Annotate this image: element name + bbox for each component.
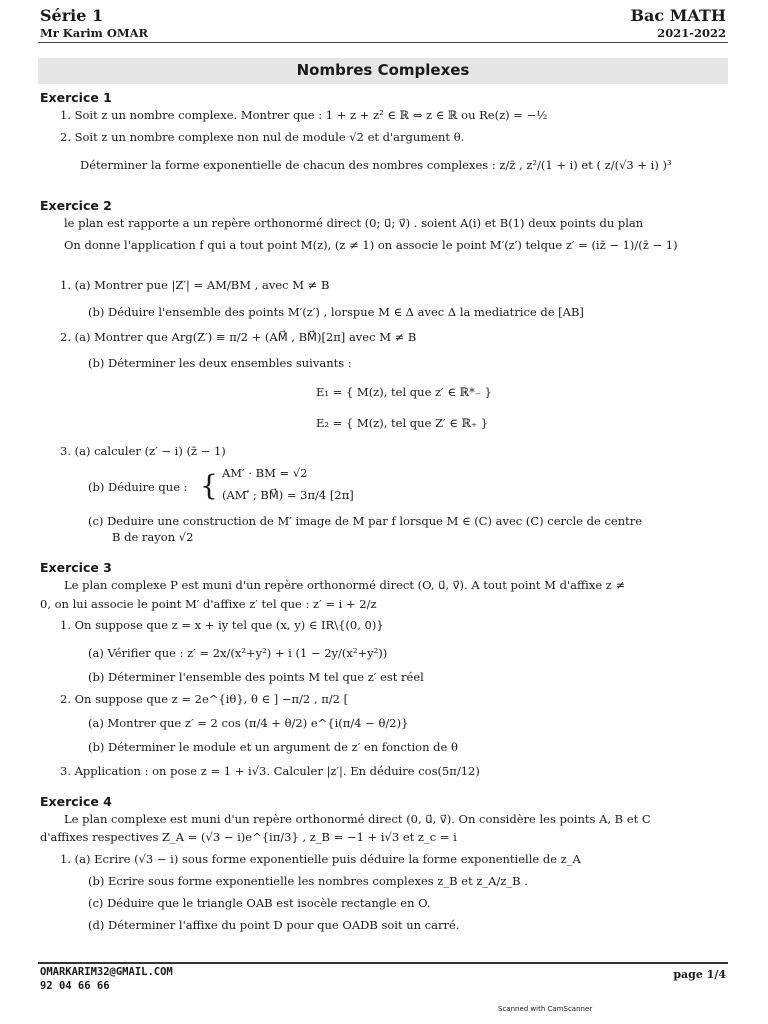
level-label: Bac MATH bbox=[630, 6, 726, 25]
exercise-4-line-4: (b) Ecrire sous forme exponentielle les nombres complexes z_B et z_A/z_B . bbox=[88, 874, 528, 888]
exercise-2-line-14: B de rayon √2 bbox=[112, 530, 194, 544]
exercise-3-line-6: 2. On suppose que z = 2e^{iθ}, θ ∈ ] −π/2 , π/2 [ bbox=[60, 692, 349, 706]
exercise-4-line-2: d'affixes respectives Z_A = (√3 − i)e^{iπ/3} , z_B = −1 + i√3 et z_c = i bbox=[40, 830, 457, 844]
exercise-4-heading: Exercice 4 bbox=[40, 794, 112, 809]
page-number: page 1/4 bbox=[673, 968, 726, 981]
exercise-2-line-8: E₂ = { M(z), tel que Z′ ∈ ℝ₊ } bbox=[316, 416, 489, 430]
exercise-3-line-8: (b) Déterminer le module et un argument de z′ en fonction de θ bbox=[88, 740, 458, 754]
school-year: 2021-2022 bbox=[657, 26, 726, 40]
exercise-3-heading: Exercice 3 bbox=[40, 560, 112, 575]
exercise-3-line-4: (a) Vérifier que : z′ = 2x/(x²+y²) + i (1 − 2y/(x²+y²)) bbox=[88, 646, 388, 660]
exercise-1-line-1: 1. Soit z un nombre complexe. Montrer que : 1 + z + z² ∈ ℝ ⇔ z ∈ ℝ ou Re(z) = −½ bbox=[60, 108, 548, 122]
exercise-4-line-5: (c) Déduire que le triangle OAB est isocèle rectangle en O. bbox=[88, 896, 431, 910]
exercise-2-line-12: (AM′⃗ ; BM⃗) = 3π/4 [2π] bbox=[222, 488, 354, 502]
serie-label: Série 1 bbox=[40, 6, 104, 25]
exercise-2-line-6: (b) Déterminer les deux ensembles suivants : bbox=[88, 356, 352, 370]
system-brace: { bbox=[200, 469, 218, 502]
exercise-2-line-1: le plan est rapporte a un repère orthonormé direct (0; u⃗; v⃗) . soient A(i) et B(1) deux points du plan bbox=[64, 216, 644, 230]
exercise-1-line-2: 2. Soit z un nombre complexe non nul de module √2 et d'argument θ. bbox=[60, 130, 465, 144]
exercise-3-line-1: Le plan complexe P est muni d'un repère orthonormé direct (O, u⃗, v⃗). A tout point M d'affixe z ≠ bbox=[64, 578, 626, 592]
exercise-3-line-7: (a) Montrer que z′ = 2 cos (π/4 + θ/2) e^{i(π/4 − θ/2)} bbox=[88, 716, 409, 730]
page-title: Nombres Complexes bbox=[296, 61, 470, 79]
exercise-3-line-9: 3. Application : on pose z = 1 + i√3. Calculer |z′|. En déduire cos(5π/12) bbox=[60, 764, 480, 778]
exercise-1-line-3: Déterminer la forme exponentielle de chacun des nombres complexes : z/z̄ , z²/(1 + i) et ( z/(√3 + i) )³ bbox=[80, 158, 672, 172]
exercise-2-line-3: 1. (a) Montrer pue |Z′| = AM/BM , avec M ≠ B bbox=[60, 278, 330, 292]
exercise-2-line-7: E₁ = { M(z), tel que z′ ∈ ℝ*₋ } bbox=[316, 385, 492, 399]
exercise-3-line-5: (b) Déterminer l'ensemble des points M tel que z′ est réel bbox=[88, 670, 424, 684]
exercise-4-line-6: (d) Déterminer l'affixe du point D pour que OADB soit un carré. bbox=[88, 918, 460, 932]
exercise-3-line-2: 0, on lui associe le point M′ d'affixe z′ tel que : z′ = i + 2/z bbox=[40, 597, 377, 611]
exercise-1-heading: Exercice 1 bbox=[40, 90, 112, 105]
exercise-2-line-5: 2. (a) Montrer que Arg(Z′) ≡ π/2 + (AM⃗ , BM⃗)[2π] avec M ≠ B bbox=[60, 330, 417, 344]
exercise-4-line-1: Le plan complexe est muni d'un repère orthonormé direct (0, u⃗, v⃗). On considère les points A, B et C bbox=[64, 812, 651, 826]
footer-email: OMARKARIM32@GMAIL.COM bbox=[40, 966, 173, 978]
exercise-2-line-11: AM′ · BM = √2 bbox=[222, 466, 308, 480]
exercise-2-line-9: 3. (a) calculer (z′ − i) (z̄ − 1) bbox=[60, 444, 226, 458]
exercise-3-line-3: 1. On suppose que z = x + iy tel que (x, y) ∈ IR\{(0, 0)} bbox=[60, 618, 384, 632]
exercise-2-line-2: On donne l'application f qui a tout point M(z), (z ≠ 1) on associe le point M′(z′) telque z′ = (iz̄ − 1)/(z̄ − 1) bbox=[64, 238, 678, 252]
header-divider bbox=[38, 42, 728, 43]
exercise-4-line-3: 1. (a) Ecrire (√3 − i) sous forme exponentielle puis déduire la forme exponentielle de z_A bbox=[60, 852, 581, 866]
footer-phone: 92 04 66 66 bbox=[40, 980, 110, 992]
exercise-2-line-10: (b) Déduire que : bbox=[88, 480, 188, 494]
title-banner bbox=[38, 58, 728, 84]
footer-divider bbox=[38, 962, 728, 964]
exercise-2-line-13: (c) Deduire une construction de M′ image de M par f lorsque M ∈ (C) avec (C) cercle de centre bbox=[88, 514, 643, 528]
exercise-2-heading: Exercice 2 bbox=[40, 198, 112, 213]
author-name: Mr Karim OMAR bbox=[40, 26, 149, 40]
exercise-2-line-4: (b) Déduire l'ensemble des points M′(z′) , lorspue M ∈ Δ avec Δ la mediatrice de [AB] bbox=[88, 305, 584, 319]
scanner-watermark: Scanned with CamScanner bbox=[498, 1005, 593, 1013]
